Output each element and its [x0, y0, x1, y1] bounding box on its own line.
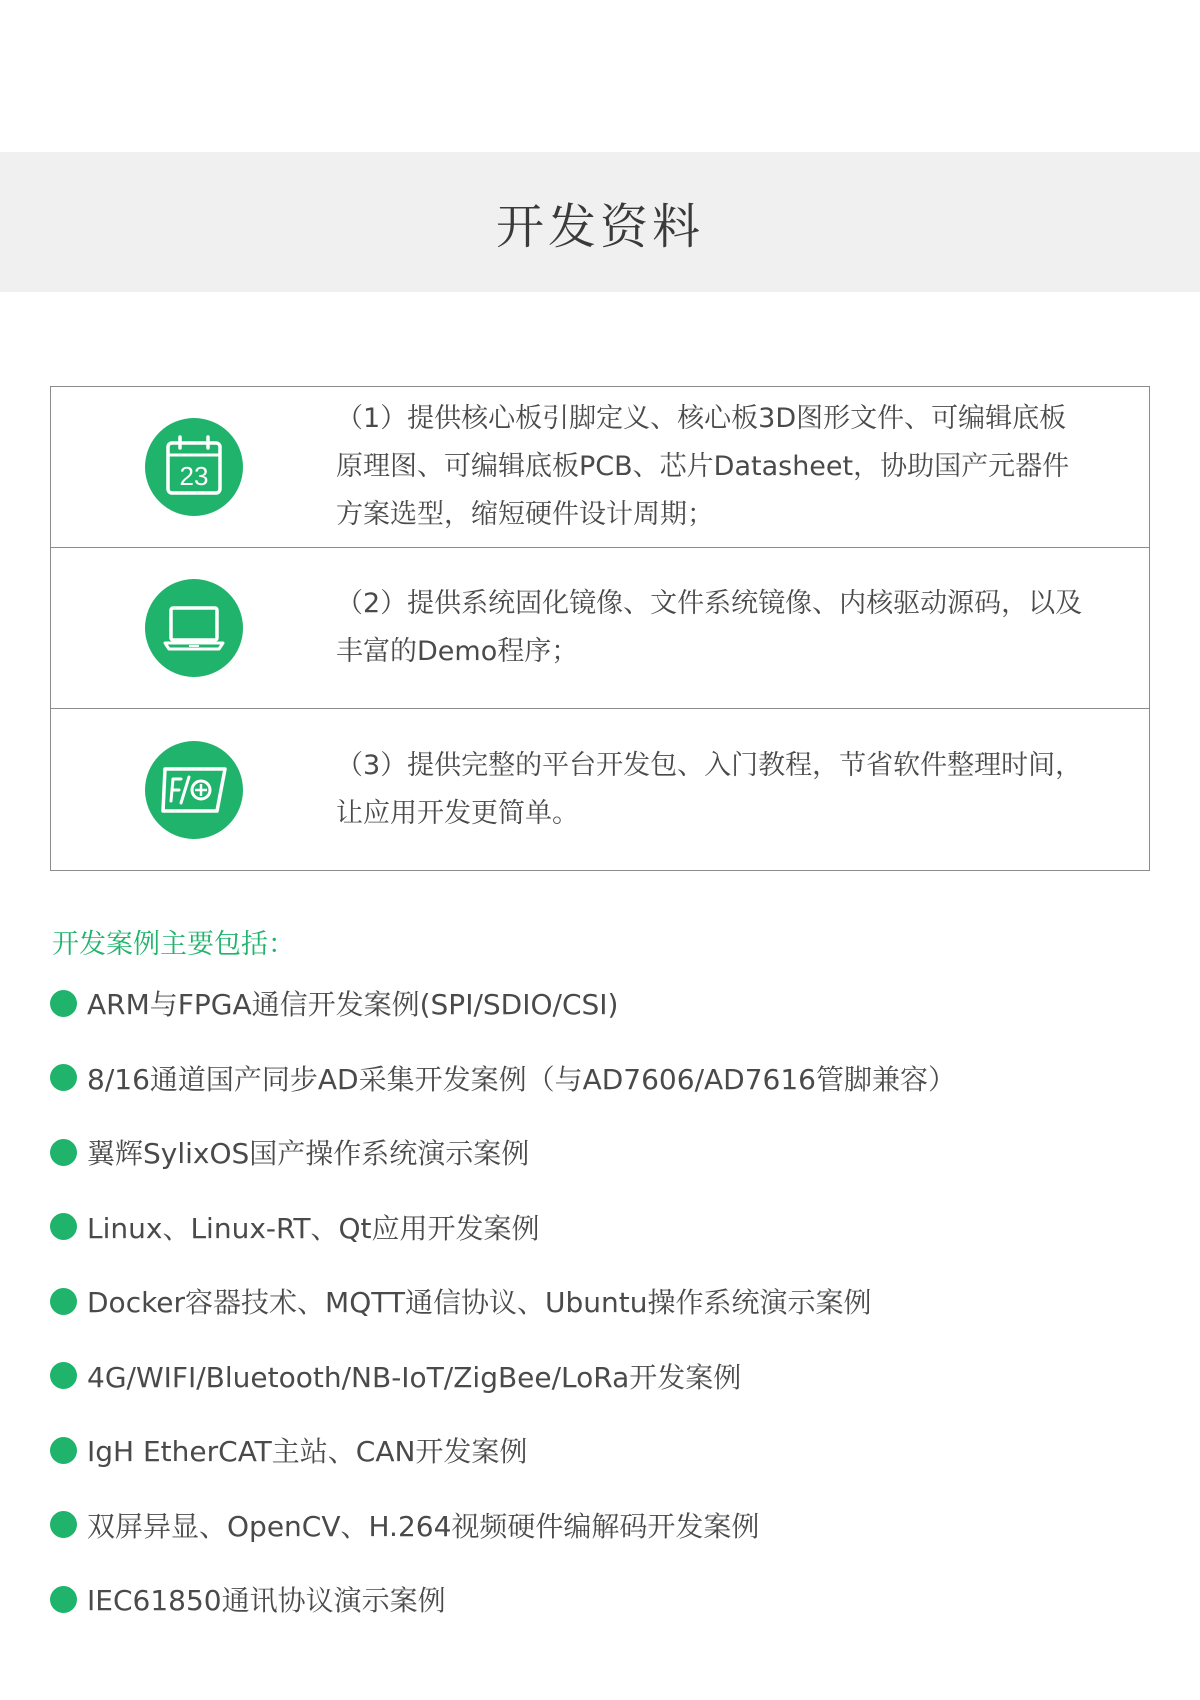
icon-cell	[51, 741, 336, 839]
case-label: IgH EtherCAT主站、CAN开发案例	[87, 1435, 528, 1469]
case-label: Linux、Linux-RT、Qt应用开发案例	[87, 1211, 540, 1245]
laptop-icon	[145, 579, 243, 677]
list-item	[50, 1264, 1170, 1339]
list-item	[50, 1413, 1170, 1488]
case-label: 4G/WIFI/Bluetooth/NB-IoT/ZigBee/LoRa开发案例	[87, 1360, 742, 1394]
title-band	[0, 152, 1200, 292]
bullet-dot-icon	[50, 1362, 77, 1389]
case-label: 8/16通道国产同步AD采集开发案例（与AD7606/AD7616管脚兼容）	[87, 1062, 956, 1096]
calendar-icon-day: 23	[179, 461, 208, 491]
resource-row-sdk	[51, 709, 1149, 870]
dev-tools-icon	[145, 741, 243, 839]
cases-heading: 开发案例主要包括：	[52, 929, 295, 960]
resource-text-sdk: （3）提供完整的平台开发包、入门教程，节省软件整理时间，让应用开发更简单。	[336, 749, 1083, 829]
bullet-dot-icon	[50, 990, 77, 1017]
list-item	[50, 1190, 1170, 1265]
list-item	[50, 1041, 1170, 1116]
bullet-dot-icon	[50, 1213, 77, 1240]
case-label: IEC61850通讯协议演示案例	[87, 1584, 446, 1618]
icon-cell	[51, 418, 336, 516]
case-label: 双屏异显、OpenCV、H.264视频硬件编解码开发案例	[87, 1509, 760, 1543]
page-title: 开发资料	[495, 198, 704, 255]
case-label: ARM与FPGA通信开发案例(SPI/SDIO/CSI)	[87, 988, 619, 1022]
bullet-dot-icon	[50, 1139, 77, 1166]
resource-text-software: （2）提供系统固化镜像、文件系统镜像、内核驱动源码，以及丰富的Demo程序；	[336, 588, 1083, 667]
bullet-dot-icon	[50, 1064, 77, 1091]
list-item	[50, 1562, 1170, 1637]
icon-cell	[51, 579, 336, 677]
resource-text-hardware: （1）提供核心板引脚定义、核心板3D图形文件、可编辑底板原理图、可编辑底板PCB、芯片Datasheet，协助国产元器件方案选型，缩短硬件设计周期；	[336, 403, 1070, 530]
calendar-icon	[145, 418, 243, 516]
dev-resources-table	[50, 386, 1150, 871]
list-item	[50, 1488, 1170, 1563]
list-item	[50, 1339, 1170, 1414]
resource-row-software	[51, 548, 1149, 709]
bullet-dot-icon	[50, 1511, 77, 1538]
bullet-dot-icon	[50, 1288, 77, 1315]
case-label: Docker容器技术、MQTT通信协议、Ubuntu操作系统演示案例	[87, 1286, 872, 1320]
list-item	[50, 1115, 1170, 1190]
case-label: 翼辉SylixOS国产操作系统演示案例	[87, 1137, 530, 1171]
list-item	[50, 966, 1170, 1041]
bullet-dot-icon	[50, 1586, 77, 1613]
resource-row-hardware	[51, 387, 1149, 548]
case-list	[50, 966, 1170, 1637]
bullet-dot-icon	[50, 1437, 77, 1464]
